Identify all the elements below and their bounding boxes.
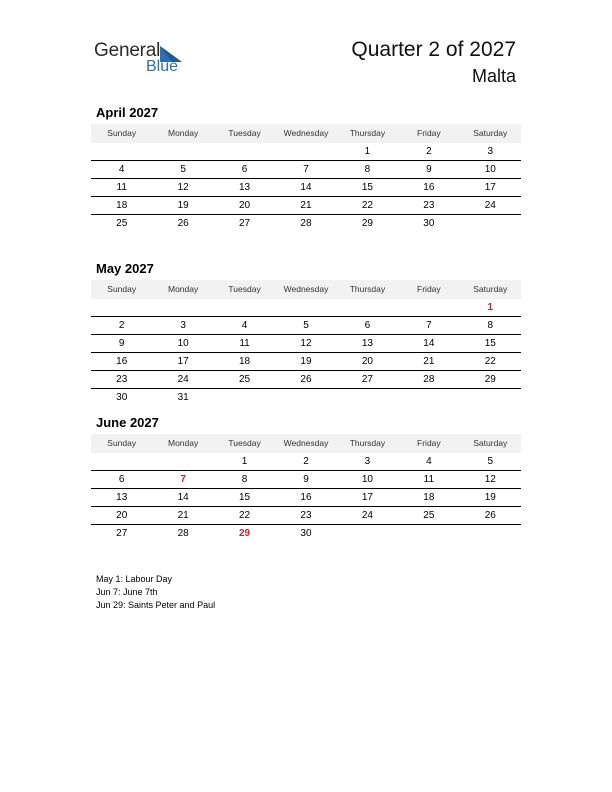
day-cell: 30 [116, 392, 128, 403]
day-cell: 8 [487, 320, 494, 331]
day-cell: 9 [426, 164, 432, 175]
day-cell: 28 [300, 218, 312, 229]
weekday-label: Saturday [473, 128, 508, 138]
empty-day-cell [275, 389, 336, 406]
day-cell: 21 [177, 510, 189, 521]
empty-day-cell [214, 389, 275, 406]
day-cell: 25 [116, 218, 128, 229]
empty-day-cell [337, 389, 398, 406]
day-cell: 9 [118, 338, 125, 349]
day-cell: 25 [239, 374, 251, 385]
day-cell: 19 [300, 356, 312, 367]
weekday-label: Sunday [107, 128, 137, 138]
day-cell: 1 [364, 146, 371, 157]
day-cell: 19 [484, 492, 496, 503]
week-row [91, 507, 521, 525]
week-row [91, 489, 521, 507]
empty-day-cell [398, 299, 459, 316]
day-cell: 28 [423, 374, 435, 385]
holiday-day-cell: 1 [487, 302, 494, 313]
day-cell: 15 [361, 182, 373, 193]
day-cell: 10 [177, 338, 189, 349]
weekday-label: Thursday [349, 284, 386, 294]
day-cell: 12 [300, 338, 312, 349]
day-cell: 17 [484, 182, 496, 193]
empty-day-cell [460, 215, 521, 232]
holiday-day-cell: 7 [180, 474, 186, 485]
day-cell: 18 [239, 356, 251, 367]
month-calendar-may [91, 260, 521, 406]
empty-day-cell [91, 299, 152, 316]
week-row [91, 389, 521, 406]
weekday-label: Thursday [349, 438, 386, 448]
weekday-header [91, 124, 521, 143]
day-cell: 25 [423, 510, 435, 521]
day-cell: 4 [118, 164, 125, 175]
day-cell: 26 [300, 374, 312, 385]
day-cell: 5 [180, 164, 186, 175]
day-cell: 14 [300, 182, 312, 193]
day-cell: 21 [423, 356, 435, 367]
empty-day-cell [91, 143, 152, 160]
day-cell: 11 [239, 338, 250, 349]
day-cell: 20 [116, 510, 128, 521]
weekday-label: Friday [417, 284, 441, 294]
day-cell: 18 [116, 200, 128, 211]
week-row [91, 335, 521, 353]
day-cell: 10 [361, 474, 373, 485]
day-cell: 22 [484, 356, 496, 367]
empty-day-cell [152, 143, 213, 160]
week-row [91, 471, 521, 489]
weekday-label: Monday [168, 128, 199, 138]
empty-day-cell [460, 389, 521, 406]
day-cell: 28 [177, 528, 189, 539]
month-title: June 2027 [96, 415, 159, 430]
empty-day-cell [398, 389, 459, 406]
empty-day-cell [152, 299, 213, 316]
weeks [91, 143, 521, 232]
day-cell: 4 [426, 456, 432, 467]
day-cell: 4 [241, 320, 248, 331]
day-cell: 16 [423, 182, 435, 193]
weekday-label: Wednesday [283, 128, 329, 138]
holiday-note: Jun 7: June 7th [96, 587, 158, 597]
day-cell: 12 [484, 474, 496, 485]
logo-word-general: General [94, 40, 161, 61]
day-cell: 16 [116, 356, 128, 367]
day-cell: 13 [239, 182, 251, 193]
day-cell: 31 [177, 392, 189, 403]
weekday-label: Saturday [473, 284, 508, 294]
day-cell: 14 [423, 338, 435, 349]
day-cell: 16 [300, 492, 312, 503]
day-cell: 23 [300, 510, 312, 521]
weekday-label: Tuesday [228, 128, 261, 138]
day-cell: 1 [241, 456, 248, 467]
day-cell: 10 [484, 164, 496, 175]
day-cell: 22 [239, 510, 251, 521]
day-cell: 11 [116, 182, 127, 193]
weekday-label: Monday [168, 438, 199, 448]
day-cell: 27 [361, 374, 373, 385]
logo-word-blue: Blue [146, 58, 179, 75]
day-cell: 2 [303, 456, 309, 467]
weeks [91, 453, 521, 542]
day-cell: 23 [423, 200, 435, 211]
day-cell: 5 [487, 456, 494, 467]
day-cell: 30 [423, 218, 435, 229]
week-row [91, 371, 521, 389]
day-cell: 11 [423, 474, 435, 485]
week-row [91, 525, 521, 542]
weekday-label: Tuesday [228, 284, 261, 294]
weekday-label: Monday [168, 284, 199, 294]
day-cell: 26 [177, 218, 189, 229]
day-cell: 3 [180, 320, 186, 331]
day-cell: 27 [116, 528, 128, 539]
month-title: May 2027 [96, 261, 154, 276]
holiday-note: May 1: Labour Day [96, 574, 173, 584]
empty-day-cell [214, 299, 275, 316]
country-name: Malta [471, 66, 516, 86]
empty-day-cell [275, 299, 336, 316]
day-cell: 17 [177, 356, 189, 367]
day-cell: 24 [361, 510, 373, 521]
day-cell: 7 [303, 164, 309, 175]
weekday-label: Wednesday [283, 284, 329, 294]
page-title: Quarter 2 of 2027 [351, 38, 516, 61]
day-cell: 23 [116, 374, 128, 385]
day-cell: 3 [487, 146, 494, 157]
day-cell: 13 [361, 338, 373, 349]
day-cell: 2 [118, 320, 125, 331]
month-calendar-june [91, 414, 521, 542]
logo [94, 40, 194, 80]
empty-day-cell [337, 525, 398, 542]
day-cell: 6 [364, 320, 371, 331]
week-row [91, 453, 521, 471]
weekday-label: Sunday [107, 284, 137, 294]
empty-day-cell [337, 299, 398, 316]
empty-day-cell [275, 143, 336, 160]
week-row [91, 353, 521, 371]
weekday-label: Friday [417, 438, 441, 448]
weekday-header [91, 434, 521, 453]
week-row [91, 161, 521, 179]
day-cell: 17 [361, 492, 373, 503]
empty-day-cell [214, 143, 275, 160]
day-cell: 12 [177, 182, 189, 193]
day-cell: 2 [426, 146, 432, 157]
holiday-note: Jun 29: Saints Peter and Paul [96, 600, 216, 610]
holiday-day-cell: 29 [239, 528, 251, 539]
day-cell: 20 [239, 200, 251, 211]
week-row [91, 179, 521, 197]
week-row [91, 299, 521, 317]
week-row [91, 317, 521, 335]
day-cell: 7 [426, 320, 432, 331]
day-cell: 8 [364, 164, 371, 175]
day-cell: 6 [241, 164, 248, 175]
day-cell: 21 [300, 200, 312, 211]
empty-day-cell [152, 453, 213, 470]
day-cell: 9 [303, 474, 309, 485]
day-cell: 6 [118, 474, 125, 485]
weekday-label: Friday [417, 128, 441, 138]
weekday-label: Sunday [107, 438, 137, 448]
weekday-label: Wednesday [283, 438, 329, 448]
day-cell: 5 [303, 320, 309, 331]
empty-day-cell [91, 453, 152, 470]
day-cell: 29 [361, 218, 373, 229]
day-cell: 24 [177, 374, 189, 385]
weeks [91, 299, 521, 406]
day-cell: 20 [361, 356, 373, 367]
week-row [91, 197, 521, 215]
day-cell: 26 [484, 510, 496, 521]
day-cell: 8 [241, 474, 248, 485]
day-cell: 19 [177, 200, 189, 211]
week-row [91, 215, 521, 232]
month-title: April 2027 [96, 105, 159, 120]
day-cell: 24 [484, 200, 496, 211]
empty-day-cell [460, 525, 521, 542]
month-calendar-april [91, 104, 521, 232]
weekday-label: Thursday [349, 128, 386, 138]
weekday-label: Tuesday [228, 438, 261, 448]
day-cell: 15 [239, 492, 251, 503]
week-row [91, 143, 521, 161]
day-cell: 18 [423, 492, 435, 503]
weekday-header [91, 280, 521, 299]
weekday-label: Saturday [473, 438, 508, 448]
day-cell: 27 [239, 218, 251, 229]
empty-day-cell [398, 525, 459, 542]
day-cell: 13 [116, 492, 128, 503]
day-cell: 22 [361, 200, 373, 211]
day-cell: 30 [300, 528, 312, 539]
day-cell: 14 [177, 492, 189, 503]
day-cell: 15 [484, 338, 496, 349]
day-cell: 3 [364, 456, 371, 467]
holiday-notes [96, 573, 215, 612]
day-cell: 29 [484, 374, 496, 385]
